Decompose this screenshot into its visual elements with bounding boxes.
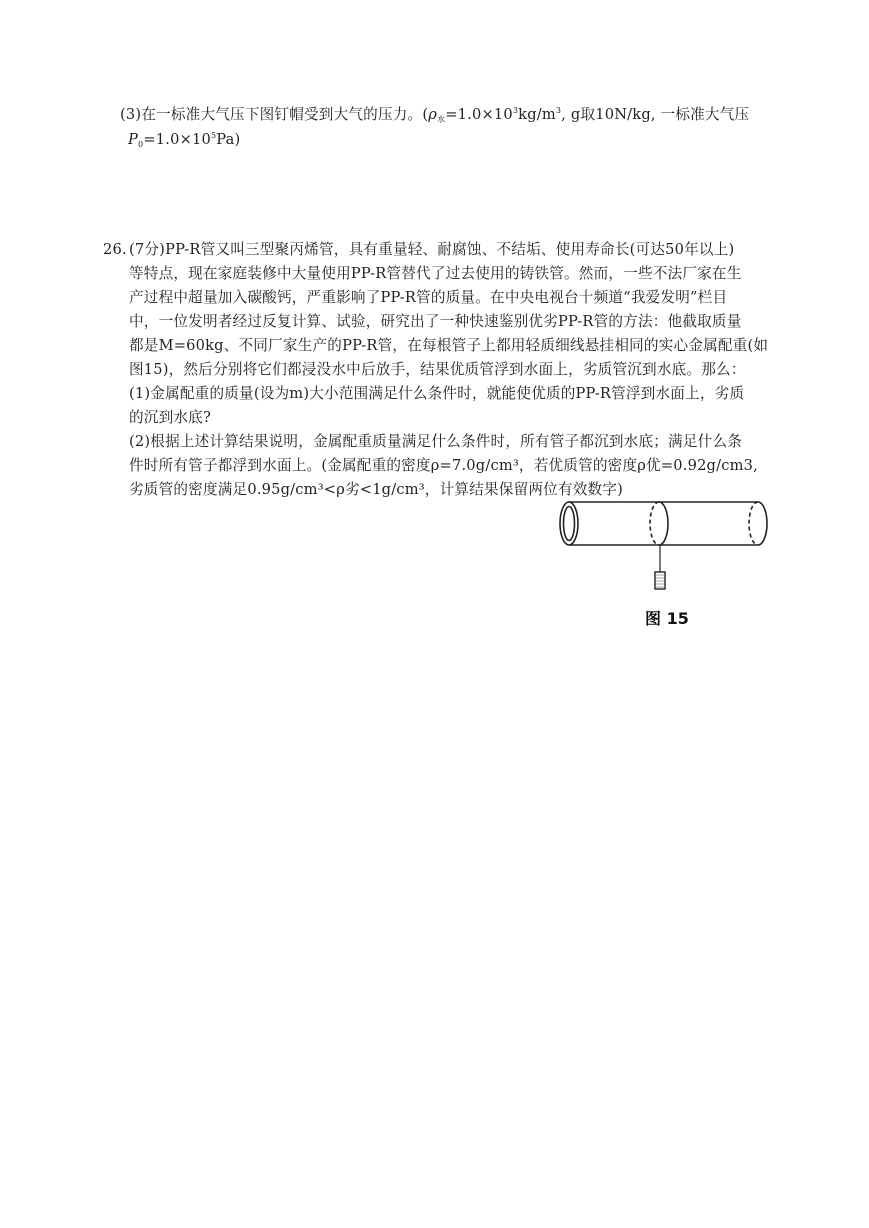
pipe-right-end [758,502,767,545]
q26-line-8: 的沉到水底? [129,409,211,426]
q26-line-11: 劣质管的密度满足0.95g/cm³<ρ劣<1g/cm³，计算结果保留两位有效数字) [129,481,624,498]
q26-line-5: 都是M=60kg、不同厂家生产的PP-R管，在每根管子上都用轻质细线悬挂相同的实心金属配重(如 [129,337,769,354]
q26-line-4: 中，一位发明者经过反复计算、试验，研究出了一种快速鉴别优劣PP-R管的方法：他截取质量 [129,313,742,330]
q26-line-2: 等特点，现在家庭装修中大量使用PP-R管替代了过去使用的铸铁管。然而，一些不法厂家在生 [129,265,742,282]
figure-caption: 图 15 [645,609,689,628]
q3-line-2: $P_0=1.0\times 10^5Pa$) [128,131,241,149]
q26-line-10: 件时所有管子都浮到水面上。(金属配重的密度ρ=7.0g/cm³，若优质管的密度ρ优=0.92g/cm3, [129,457,758,474]
pipe-middle-section-front [659,502,668,545]
pipe-middle-section-hidden [650,502,659,545]
metal-weight [655,572,665,589]
pipe-right-hidden-end [749,502,758,545]
q26-line-1: (7分)PP-R管又叫三型聚丙烯管，具有重量轻、耐腐蚀、不结垢、使用寿命长(可达50年以上) [129,241,735,258]
pipe-left-opening-inner [564,507,575,541]
q3-line-1: (3)在一标准大气压下图钉帽受到大气的压力。($\rho_水=1.0\times 10^3kg/m^3$, g取10N/kg, 一标准大气压 [120,106,750,124]
q26-line-7: (1)金属配重的质量(设为m)大小范围满足什么条件时，就能使优质的PP-R管浮到水面上，劣质 [129,385,745,402]
q26-line-6: 图15)，然后分别将它们都浸没水中后放手，结果优质管浮到水面上，劣质管沉到水底。那么： [129,361,746,378]
q26-line-9: (2)根据上述计算结果说明，金属配重质量满足什么条件时，所有管子都沉到水底；满足什么条 [129,433,743,450]
question-number: 26. [103,241,127,258]
q26-line-3: 产过程中超量加入碳酸钙，严重影响了PP-R管的质量。在中央电视台十频道“我爱发明”栏目 [129,289,728,306]
